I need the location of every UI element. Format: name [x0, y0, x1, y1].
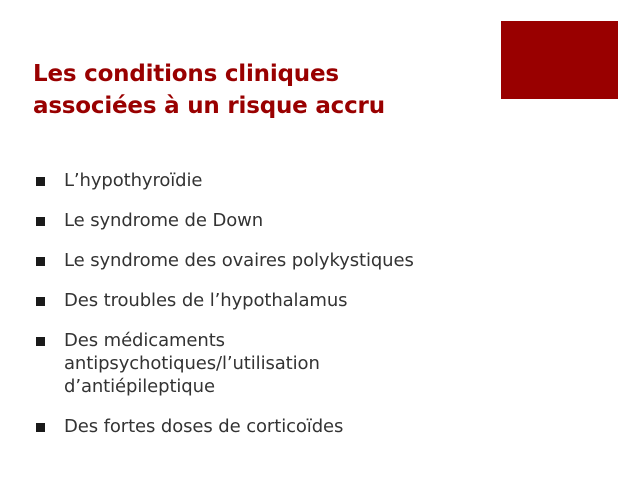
square-bullet-icon	[36, 177, 45, 186]
square-bullet-icon	[36, 217, 45, 226]
bullet-text: Des médicaments antipsychotiques/l’utilisation d’antiépileptique	[64, 330, 320, 397]
square-bullet-icon	[36, 423, 45, 432]
bullet-item-hypothalamus	[36, 289, 596, 312]
title-line-1: Les conditions cliniques	[33, 61, 339, 87]
square-bullet-icon	[36, 257, 45, 266]
bullet-item-medicaments	[36, 329, 596, 398]
square-bullet-icon	[36, 297, 45, 306]
bullet-item-ovaires-polykystiques	[36, 249, 596, 272]
bullet-text: Le syndrome de Down	[64, 210, 264, 231]
bullet-text: Des fortes doses de corticoïdes	[64, 416, 344, 437]
bullet-item-corticoides	[36, 415, 596, 438]
bullet-text: L’hypothyroïdie	[64, 170, 203, 191]
bullet-item-syndrome-down	[36, 209, 596, 232]
accent-block	[501, 21, 618, 99]
bullet-item-hypothyroidie	[36, 169, 596, 192]
title-line-2: associées à un risque accru	[33, 93, 385, 119]
bullet-text: Le syndrome des ovaires polykystiques	[64, 250, 414, 271]
slide-title	[33, 58, 385, 122]
square-bullet-icon	[36, 337, 45, 346]
bullet-text: Des troubles de l’hypothalamus	[64, 290, 348, 311]
bullet-list	[36, 169, 596, 438]
